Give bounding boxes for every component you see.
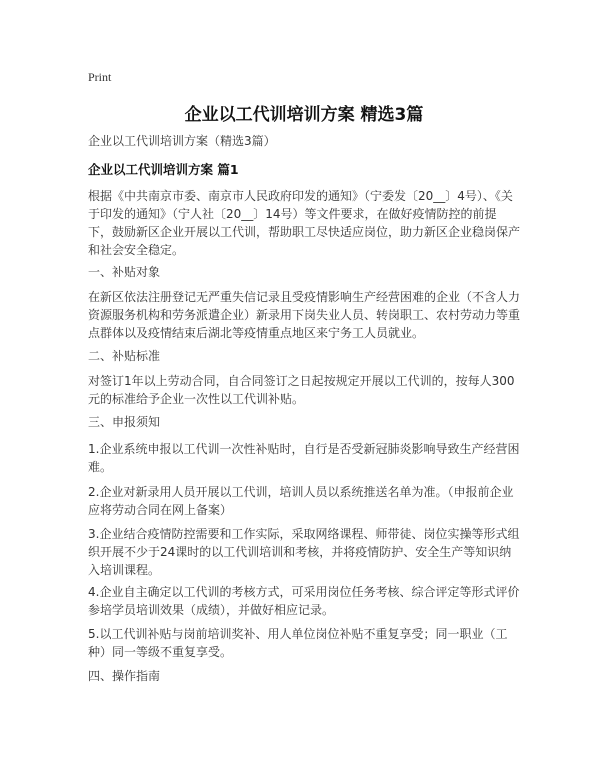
section-title: 企业以工代训培训方案 篇1 (88, 162, 239, 177)
print-link[interactable]: Print (88, 70, 112, 84)
paragraph-subsidy-target: 在新区依法注册登记无严重失信记录且受疫情影响生产经营困难的企业（不含人力资源服务机构和劳务派遣企业）新录用下岗失业人员、转岗职工、农村劳动力等重点群体以及疫情结束后湖北等疫情重点地区来宁务工人员就业。 (88, 290, 521, 340)
heading-subsidy-standard: 二、补贴标准 (88, 349, 161, 363)
paragraph-note-1: 1.企业系统申报以工代训一次性补贴时，自行是否受新冠肺炎影响导致生产经营困难。 (88, 442, 520, 474)
paragraph-note-4: 4.企业自主确定以工代训的考核方式，可采用岗位任务考核、综合评定等形式评价参培学员培训效果（成绩），并做好相应记录。 (88, 585, 520, 617)
paragraph-note-3: 3.企业结合疫情防控需要和工作实际，采取网络课程、师带徒、岗位实操等形式组织开展不少于24课时的以工代训培训和考核，并将疫情防护、安全生产等知识纳入培训课程。 (88, 527, 520, 577)
page-title: 企业以工代训培训方案 精选3篇 (184, 105, 424, 125)
paragraph-subsidy-standard: 对签订1年以上劳动合同，自合同签订之日起按规定开展以工代训的，按每人300元的标准给予企业一次性以工代训补贴。 (88, 374, 515, 406)
paragraph-note-2: 2.企业对新录用人员开展以工代训，培训人员以系统推送名单为准。（申报前企业应将劳动合同在网上备案） (88, 485, 514, 517)
paragraph-note-5: 5.以工代训补贴与岗前培训奖补、用人单位岗位补贴不重复享受；同一职业（工种）同一等级不重复享受。 (88, 627, 508, 659)
heading-subsidy-target: 一、补贴对象 (88, 265, 161, 279)
heading-operation-guide: 四、操作指南 (88, 669, 161, 683)
paragraph-intro: 根据《中共南京市委、南京市人民政府印发的通知》（宁委发〔20__〕4号）、《关于印发的通知》（宁人社〔20__〕14号）等文件要求，在做好疫情防控的前提下，鼓励新区企业开展以工代训，帮助职工尽快适应岗位，助力新区企业稳岗保产和社会安全稳定。 (88, 189, 521, 257)
page-subtitle: 企业以工代训培训方案（精选3篇） (88, 134, 276, 148)
heading-application-notes: 三、申报须知 (88, 415, 161, 429)
